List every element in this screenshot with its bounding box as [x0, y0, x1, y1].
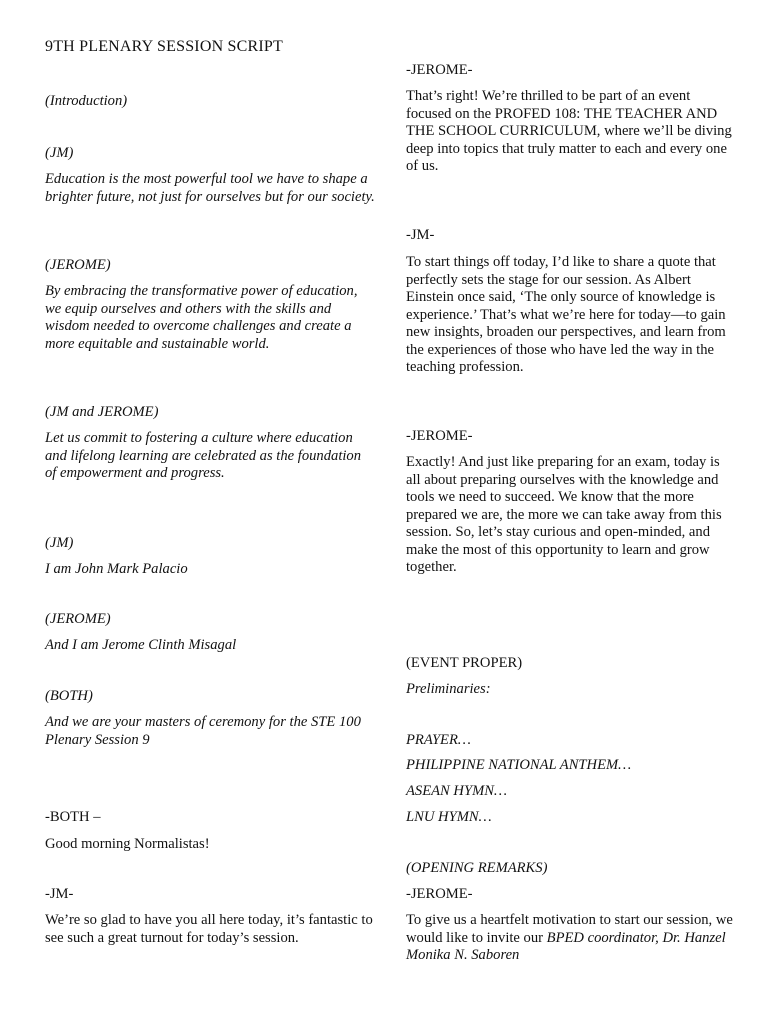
section-heading-opening-remarks: (OPENING REMARKS): [406, 860, 548, 876]
script-line: And we are your masters of ceremony for the STE 100 Plenary Session 9: [45, 714, 361, 748]
script-line: Good morning Normalistas!: [45, 836, 210, 852]
script-line: Let us commit to fostering a culture where education and lifelong learning are celebrated as the foundation of empowerment and progress.: [45, 430, 362, 481]
script-line-italic: BPED coordinator, Dr. Hanzel Monika N. Saboren: [406, 929, 726, 963]
script-line-plain: To give us a heartfelt motivation to start our session, we would like to invite our: [406, 912, 733, 946]
program-item-prayer: PRAYER…: [406, 732, 471, 748]
speaker-label-jm: -JM-: [45, 886, 74, 902]
page-title: 9TH PLENARY SESSION SCRIPT: [45, 38, 283, 55]
speaker-label-both: (JM and JEROME): [45, 404, 159, 420]
program-item-anthem: PHILIPPINE NATIONAL ANTHEM…: [406, 757, 632, 773]
script-line: [406, 912, 736, 965]
speaker-label-jerome: -JEROME-: [406, 428, 473, 444]
script-line: That’s right! We’re thrilled to be part of an event focused on the PROFED 108: THE TEACHER AND THE SCHOOL CURRICULUM, where we’ll be diving deep into topics that truly matter to each and every one of us.: [406, 88, 732, 174]
script-line: Education is the most powerful tool we have to shape a brighter future, not just for ourselves but for our society.: [45, 171, 375, 205]
script-line: We’re so glad to have you all here today, it’s fantastic to see such a great turnout for today’s session.: [45, 912, 373, 946]
speaker-label-jm: (JM): [45, 535, 74, 551]
speaker-label-both: (BOTH): [45, 688, 93, 704]
script-line: Exactly! And just like preparing for an exam, today is all about preparing ourselves with the knowledge and tools we need to succeed. We know that the more prepared we are, the more we can take away from this session. So, let’s stay curious and open-minded, and make the most of this opportunity to learn and grow together.: [406, 454, 722, 575]
speaker-label-jerome: (JEROME): [45, 257, 111, 273]
script-line: I am John Mark Palacio: [45, 561, 188, 577]
section-heading-introduction: (Introduction): [45, 93, 128, 109]
speaker-label-jerome: (JEROME): [45, 611, 111, 627]
subheading-preliminaries: Preliminaries:: [406, 681, 491, 697]
speaker-label-jerome: -JEROME-: [406, 886, 473, 902]
speaker-label-both: -BOTH –: [45, 809, 101, 825]
speaker-label-jerome: -JEROME-: [406, 62, 473, 78]
program-item-asean-hymn: ASEAN HYMN…: [406, 783, 507, 799]
speaker-label-jm: -JM-: [406, 227, 435, 243]
program-item-lnu-hymn: LNU HYMN…: [406, 809, 492, 825]
script-line: To start things off today, I’d like to share a quote that perfectly sets the stage for our session. As Albert Einstein once said, ‘The only source of knowledge is experience.’ That’s what we’re here for today—to gain new insights, broaden our perspectives, and learn from the experiences of those who have led the way in the teaching profession.: [406, 254, 726, 375]
speaker-label-jm: (JM): [45, 145, 74, 161]
script-line: And I am Jerome Clinth Misagal: [45, 637, 237, 653]
section-heading-event-proper: (EVENT PROPER): [406, 655, 523, 671]
script-line: By embracing the transformative power of education, we equip ourselves and others with the skills and wisdom needed to overcome challenges and create a more equitable and sustainable world.: [45, 283, 358, 352]
